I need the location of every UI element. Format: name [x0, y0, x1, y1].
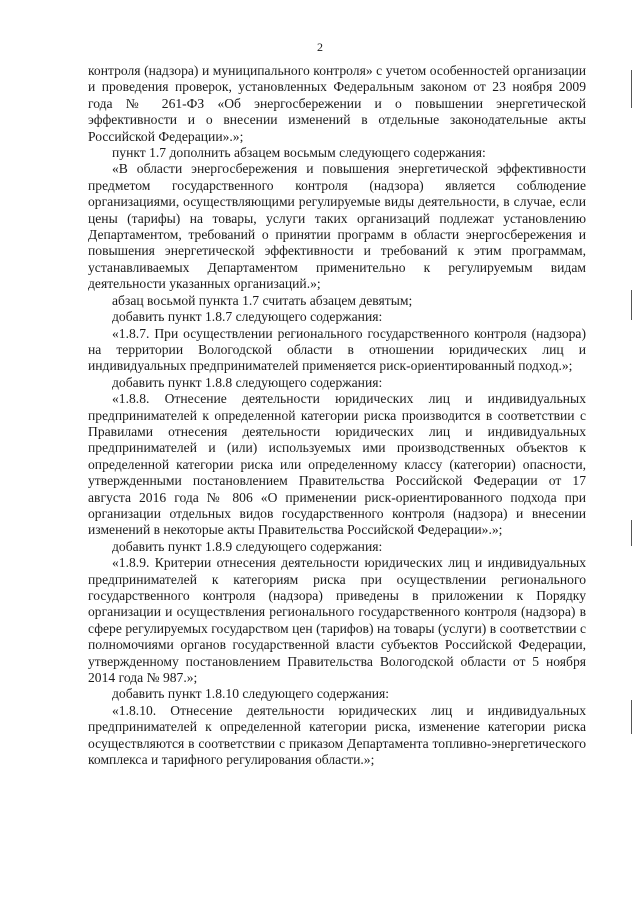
paragraph-7: добавить пункт 1.8.8 следующего содержания: [112, 374, 383, 390]
paragraph-12: «1.8.10. Отнесение деятельности юридических лиц и индивидуальных предпринимателей к определенной категории риска, изменение категории риска осуществляются в соответствии с приказом Департамента топливно-энергетического комплекса и тарифного регулирования области.»; [88, 702, 586, 768]
paragraph-8: «1.8.8. Отнесение деятельности юридических лиц и индивидуальных предпринимателей к определенной категории риска производится в соответствии с Правилами отнесения деятельности юридических лиц и индивидуальных предпринимателей и (или) используемых ими производственных объектов к определенной категории риска или определенному классу (категории) опасности, утвержденными постановлением Правительства Российской Федерации от 17 августа 2016 года № 806 «О применении риск-ориентированного подхода при организации отдельных видов государственного контроля (надзора) и внесении изменений в некоторые акты Правительства Российской Федерации».»; [88, 391, 586, 538]
paragraph-11: добавить пункт 1.8.10 следующего содержания: [112, 686, 390, 702]
paragraph-10: «1.8.9. Критерии отнесения деятельности юридических лиц и индивидуальных предпринимателей к категориям риска при осуществлении регионального государственного контроля (надзора) приведены в приложении к Порядку организации и осуществления регионального государственного контроля (надзора) в сфере регулируемых государством цен (тарифов) на товары (услуги) в соответствии с полномочиями органов государственной власти субъектов Российской Федерации, утвержденному постановлением Правительства Вологодской области от 5 ноября 2014 года № 987.»; [88, 555, 586, 686]
scan-margin-mark [631, 700, 632, 734]
scan-margin-mark [631, 290, 632, 320]
paragraph-3: «В области энергосбережения и повышения энергетической эффективности предметом государственного контроля (надзора) является соблюдение организациями, осуществляющими регулируемые виды деятельности, в случае, если цены (тарифы) на товары, услуги таких организаций подлежат установлению Департаментом, требований о принятии программ в области энергосбережения и повышения энергетической эффективности и требований к этим программам, устанавливаемых Департаментом применительно к регулируемым видам деятельности указанных организаций.»; [88, 161, 586, 292]
scan-margin-mark [631, 70, 632, 108]
page-number: 2 [317, 40, 323, 54]
paragraph-1: контроля (надзора) и муниципального контроля» с учетом особенностей организации и проведения проверок, установленных Федеральным законом от 23 ноября 2009 года № 261-ФЗ «Об энергосбережении и о повышении энергетической эффективности и о внесении изменений в отдельные законодательные акты Российской Федерации».»; [88, 63, 586, 144]
document-body [88, 63, 586, 768]
paragraph-6: «1.8.7. При осуществлении регионального государственного контроля (надзора) на территории Вологодской области в отношении юридических лиц и индивидуальных предпринимателей применяется риск-ориентированный подход.»; [88, 325, 586, 374]
scan-margin-mark [631, 520, 632, 546]
paragraph-2: пункт 1.7 дополнить абзацем восьмым следующего содержания: [112, 145, 486, 161]
paragraph-9: добавить пункт 1.8.9 следующего содержания: [112, 538, 383, 554]
paragraph-4: абзац восьмой пункта 1.7 считать абзацем девятым; [112, 292, 413, 308]
paragraph-5: добавить пункт 1.8.7 следующего содержания: [112, 309, 383, 325]
